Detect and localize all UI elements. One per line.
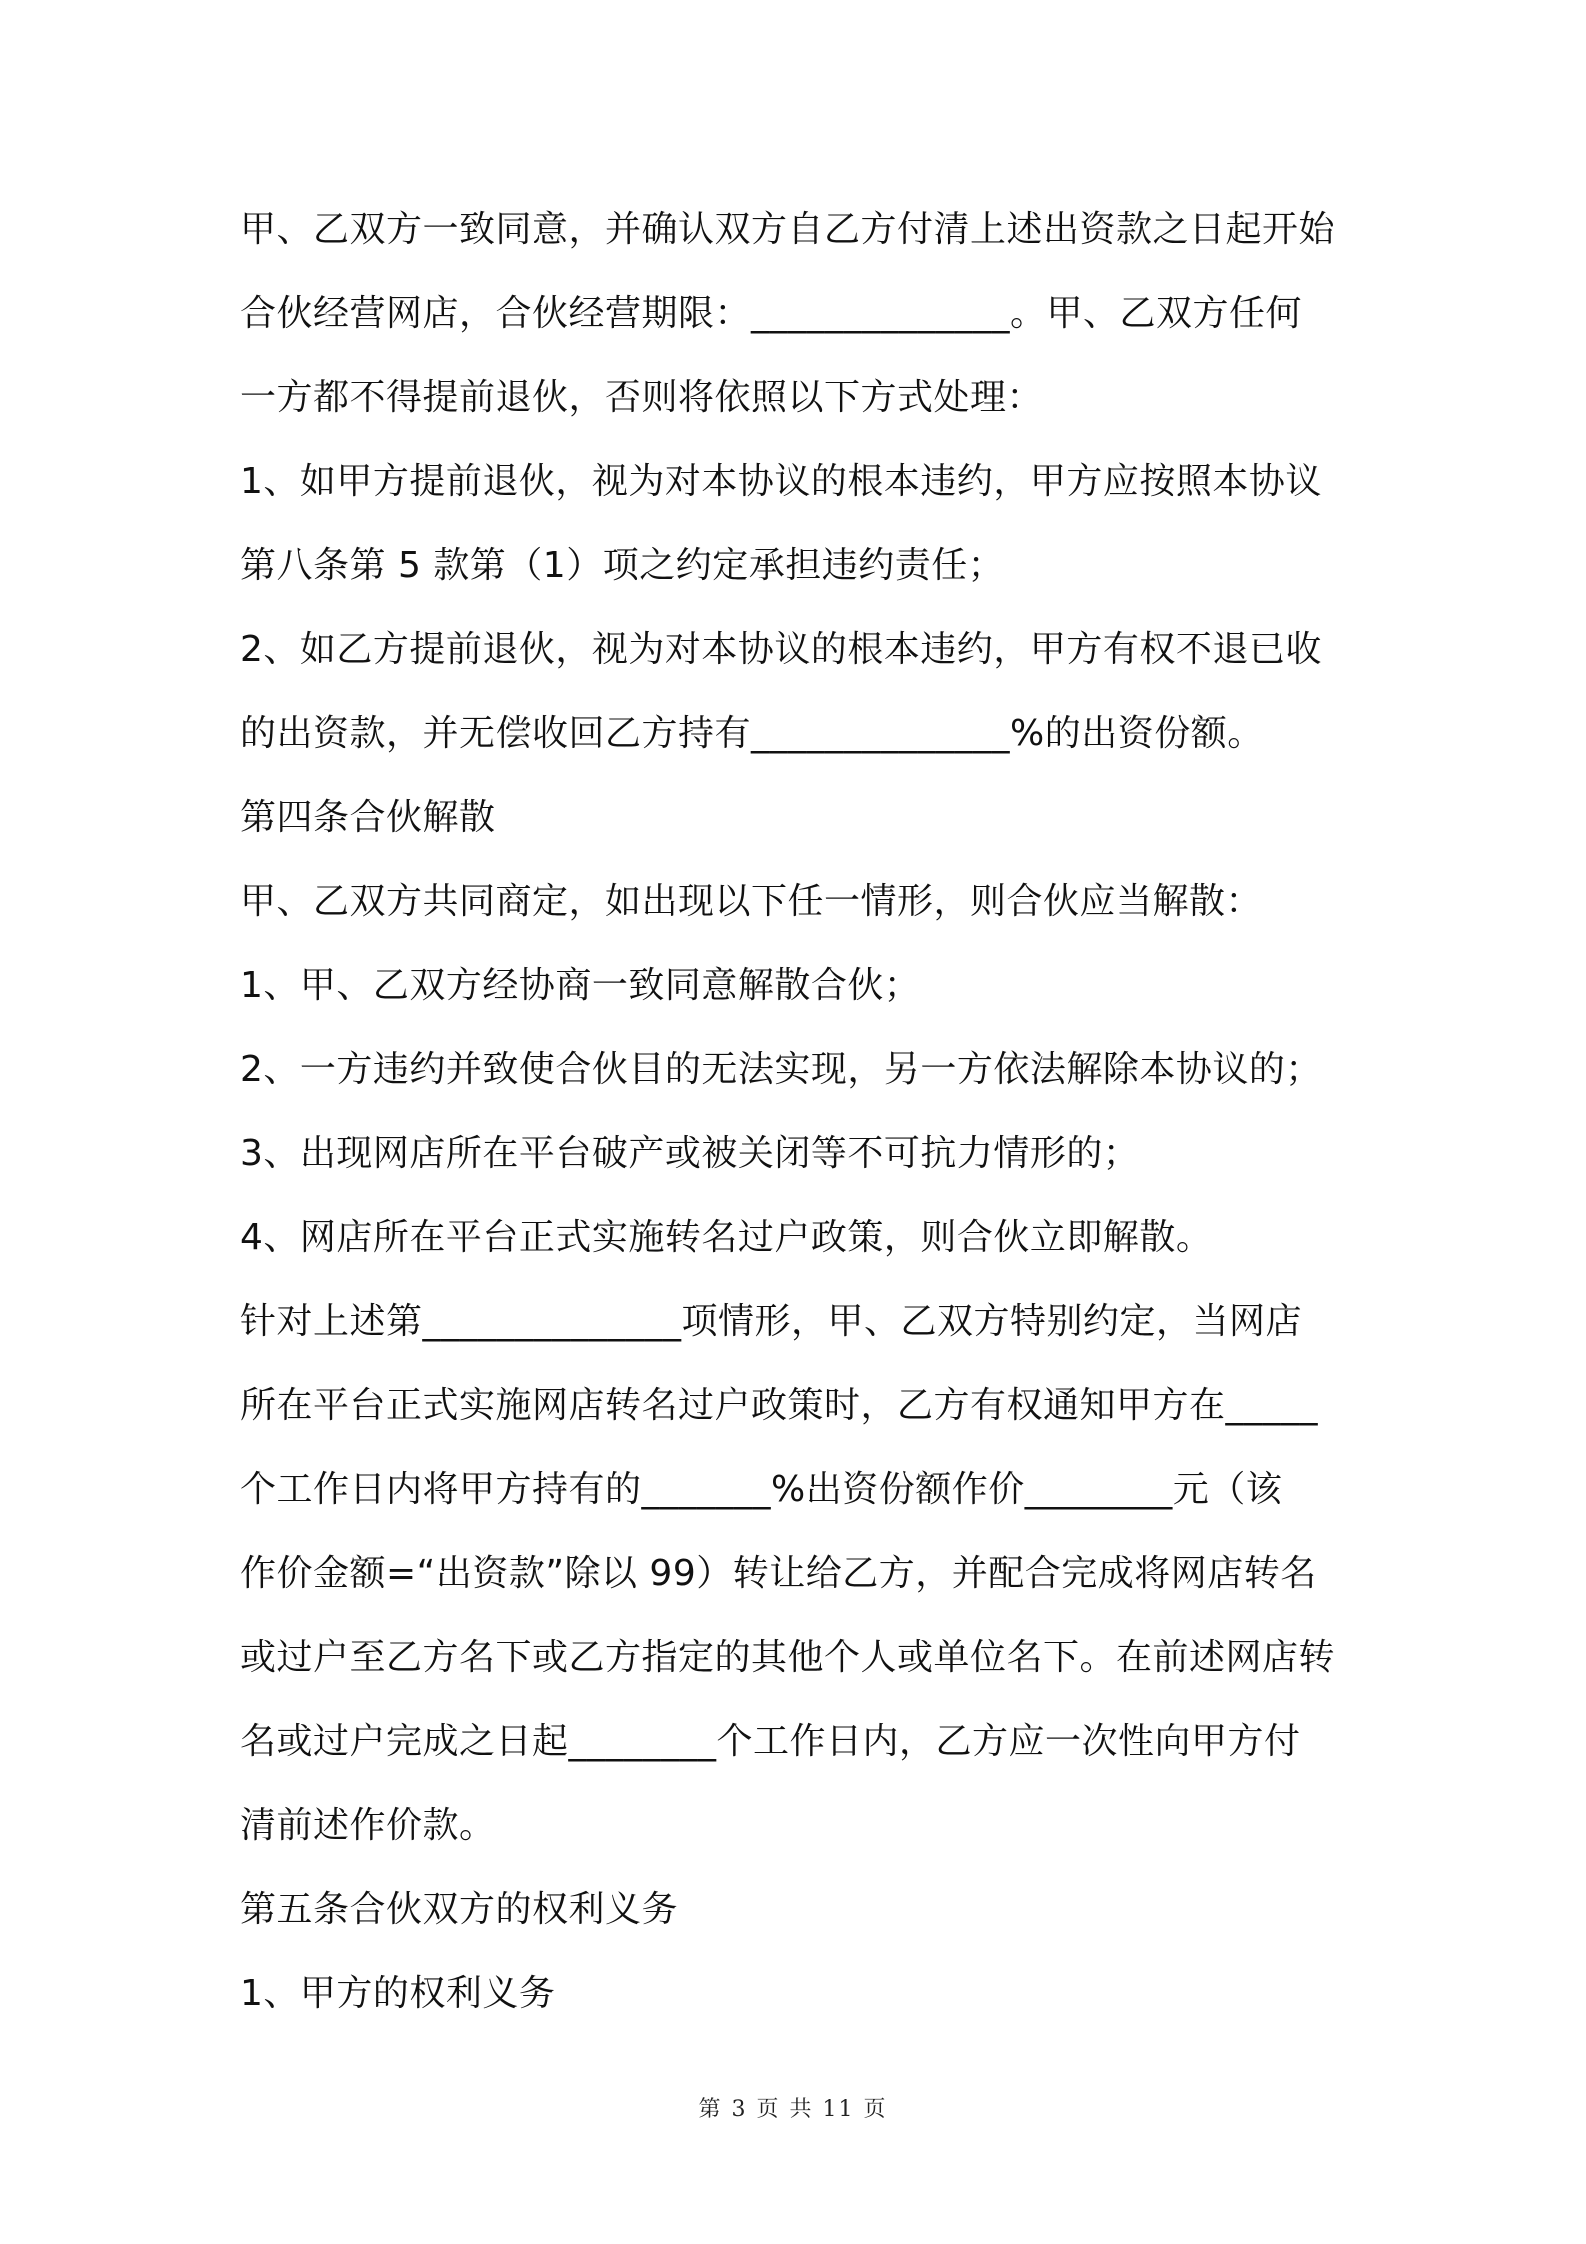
text-line: 作价金额=“出资款”除以 99）转让给乙方，并配合完成将网店转名 bbox=[240, 1553, 1317, 1594]
text-line: 2、一方违约并致使合伙目的无法实现，另一方依法解除本协议的； bbox=[240, 1049, 1322, 1090]
text-line: 名或过户完成之日起________个工作日内，乙方应一次性向甲方付 bbox=[240, 1721, 1301, 1762]
text-line: 1、甲方的权利义务 bbox=[240, 1973, 556, 2014]
text-line: 第八条第 5 款第（1）项之约定承担违约责任； bbox=[240, 545, 1005, 586]
text-line: 的出资款，并无偿收回乙方持有______________%的出资份额。 bbox=[240, 713, 1264, 754]
text-line: 甲、乙双方一致同意，并确认双方自乙方付清上述出资款之日起开始 bbox=[240, 209, 1336, 250]
text-line: 个工作日内将甲方持有的_______%出资份额作价________元（该 bbox=[240, 1469, 1283, 1510]
text-line: 2、如乙方提前退伙，视为对本协议的根本违约，甲方有权不退已收 bbox=[240, 629, 1322, 670]
text-line: 一方都不得提前退伙，否则将依照以下方式处理： bbox=[240, 377, 1044, 418]
text-line: 1、甲、乙双方经协商一致同意解散合伙； bbox=[240, 965, 921, 1006]
text-line: 合伙经营网店，合伙经营期限：______________。甲、乙双方任何 bbox=[240, 293, 1303, 334]
text-line: 甲、乙双方共同商定，如出现以下任一情形，则合伙应当解散： bbox=[240, 881, 1263, 922]
text-line: 或过户至乙方名下或乙方指定的其他个人或单位名下。在前述网店转 bbox=[240, 1637, 1336, 1678]
document-body bbox=[240, 188, 1360, 2036]
text-line: 所在平台正式实施网店转名过户政策时，乙方有权通知甲方在_____ bbox=[240, 1385, 1319, 1426]
text-line: 1、如甲方提前退伙，视为对本协议的根本违约，甲方应按照本协议 bbox=[240, 461, 1322, 502]
section-heading: 第四条合伙解散 bbox=[240, 797, 496, 838]
text-line: 针对上述第______________项情形，甲、乙双方特别约定，当网店 bbox=[240, 1301, 1303, 1342]
text-line: 4、网店所在平台正式实施转名过户政策，则合伙立即解散。 bbox=[240, 1217, 1213, 1258]
page-number-footer: 第 3 页 共 11 页 bbox=[698, 2097, 888, 2122]
text-line: 清前述作价款。 bbox=[240, 1805, 496, 1846]
text-line: 3、出现网店所在平台破产或被关闭等不可抗力情形的； bbox=[240, 1133, 1140, 1174]
section-heading: 第五条合伙双方的权利义务 bbox=[240, 1889, 679, 1930]
